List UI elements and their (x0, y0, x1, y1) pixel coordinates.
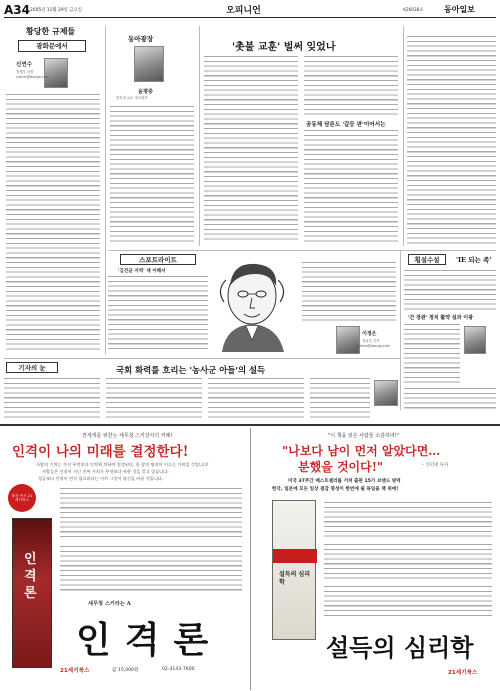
paper-name: 동아일보 (444, 4, 475, 14)
ad-right (252, 428, 498, 690)
column-body-text (404, 270, 496, 310)
author-title: 경제부 차장 (16, 70, 34, 74)
column-body-text-4 (310, 378, 370, 420)
caricature-illustration (212, 256, 298, 352)
ad-headline-line-2: 분했을 것이다!" (298, 460, 384, 474)
column-body-text (110, 106, 194, 242)
column-label: 동아광장 (128, 35, 154, 43)
cartoon-body-text (108, 276, 208, 352)
middle-column-body (302, 262, 396, 322)
ad-byline: – 인터넷 독자 (422, 463, 449, 468)
column-gwanghwamun (4, 26, 102, 354)
issue-date: 2005년 11월 29일 금요일 (30, 8, 82, 13)
book-cover-title: 인격론 (24, 552, 37, 601)
ad-lead-line-2: 사람들은 인격이 지닌 진짜 가치가 무엇보다 귀한 것을 알고 있습니다. (42, 469, 169, 474)
ad-quote-text (60, 546, 242, 594)
column-hoengseol (404, 254, 496, 412)
ad-top-line: "이 책을 읽은 사람들 소감하여!" (328, 433, 399, 439)
column-label: 횡설수설 (408, 254, 446, 265)
section-title: 오피니언 (226, 6, 261, 16)
oped-body-right-2 (304, 130, 398, 242)
oped-subheading: 공동체 담론도 '갈등 판'이어서는 (306, 122, 386, 128)
column-body-text-2 (106, 378, 202, 420)
author-email: ysshin@donga.com (16, 75, 50, 79)
author-photo (374, 380, 398, 406)
column-divider (403, 26, 404, 246)
author-photo (134, 46, 164, 82)
masthead (0, 0, 500, 22)
column-body-text (6, 94, 100, 352)
author-email: lightee@donga.com (356, 344, 391, 348)
caricature-icon (212, 256, 298, 352)
ad-subline-2: 한국, 일본에 모든 일상 절감 명성이 한번에 될 독일을 책 위에! (272, 487, 399, 492)
column-body-text-2 (404, 324, 460, 386)
book-cover-title: 설득의 심리학 (279, 571, 311, 586)
ad-publisher: 21세기북스 (60, 668, 90, 674)
oped-body-continued (407, 36, 496, 246)
ad-headline: 인격이 나의 미래를 결정한다! (12, 444, 189, 460)
oped-body-left (204, 56, 298, 242)
column-headline: 국회 화력를 흐리는 '농사군 아들'의 설득 (116, 365, 266, 375)
column-reporters-eye (4, 362, 400, 422)
book-cover (12, 518, 52, 668)
author-photo (464, 326, 486, 354)
ad-book-title: 설득의 심리학 (326, 633, 474, 662)
author-name: 신연수 (16, 62, 32, 68)
column-donga-square (108, 26, 196, 246)
oped-body-right (304, 56, 398, 116)
column-subheading: '간 장관' 정치 활약 실과 이광 (408, 315, 473, 321)
oped-main (202, 26, 400, 246)
ad-lead-line-3: 성공보다 인격이 먼저 필요하다는 이치 그것이 당신을 바꿀 것입니다. (38, 476, 164, 481)
ad-price: 값 15,000원 (112, 668, 139, 673)
ad-review-text-3 (324, 586, 492, 616)
section-rule (108, 250, 496, 251)
oped-headline: '촛불 교훈' 벌써 잊었나 (232, 42, 336, 53)
ad-badge (8, 484, 36, 512)
ad-left (2, 428, 248, 690)
ad-subline-1: 미국 37주간 베스트셀러를 거쳐 출판 15가 브랜드 방역 (288, 479, 401, 484)
column-label: 광화문에서 (18, 40, 86, 52)
column-body-text-1 (4, 378, 100, 420)
ad-badge-text: 출간 즉시 21세기북스 (11, 493, 33, 502)
ad-lead-line-1: 사람의 기치는 가진 무엇보다 인격에 의하여 결정된다. 한 장의 명작이 이루는 가치일 것입니다! (36, 462, 209, 467)
ad-headline-line-1: "나보다 남이 먼저 알았다면… (282, 444, 441, 458)
book-cover (272, 500, 316, 640)
cartoon-title: '김진균 지역' 세 이해서 (118, 269, 166, 274)
column-label: 기자의 눈 (6, 362, 58, 373)
column-title: 황당한 규제들 (26, 26, 76, 36)
section-rule (4, 358, 400, 359)
column-body-text-3 (404, 388, 496, 410)
cartoon-section (108, 254, 208, 354)
reporter-byline (302, 330, 398, 356)
column-title: 'IE 되는 족' (456, 256, 492, 264)
ad-series-label: 세무청 스키라는 A (88, 601, 131, 607)
ad-divider (0, 424, 500, 426)
ad-top-line: 권세개를 위한는 세무청 스키강서의 커례! (82, 433, 173, 439)
issue-number: 제26038호 (402, 7, 424, 12)
ad-review-text-2 (324, 544, 492, 580)
author-photo (44, 58, 68, 88)
book-cover-stripe (273, 549, 317, 563)
author-title: 정치부 기자 (362, 339, 380, 343)
column-divider (105, 26, 106, 354)
column-divider (199, 26, 200, 246)
author-title: 한신대 교수·정치철학 (116, 96, 148, 100)
ad-review-text-1 (324, 502, 492, 538)
page-number: A34 (4, 3, 30, 17)
ad-phone: 02-3143-7600 (162, 667, 195, 672)
author-name: 윤평중 (138, 89, 154, 95)
masthead-rule (4, 17, 496, 18)
ad-description-text (60, 488, 242, 540)
cartoon-label: 스포트라이트 (120, 254, 196, 265)
ad-book-title: 인격론 (76, 619, 223, 661)
column-body-text-3 (208, 378, 304, 420)
ad-publisher: 21세기북스 (448, 670, 478, 676)
author-name: 이정은 (362, 331, 377, 337)
column-divider (400, 250, 401, 410)
ad-separator (250, 428, 251, 690)
